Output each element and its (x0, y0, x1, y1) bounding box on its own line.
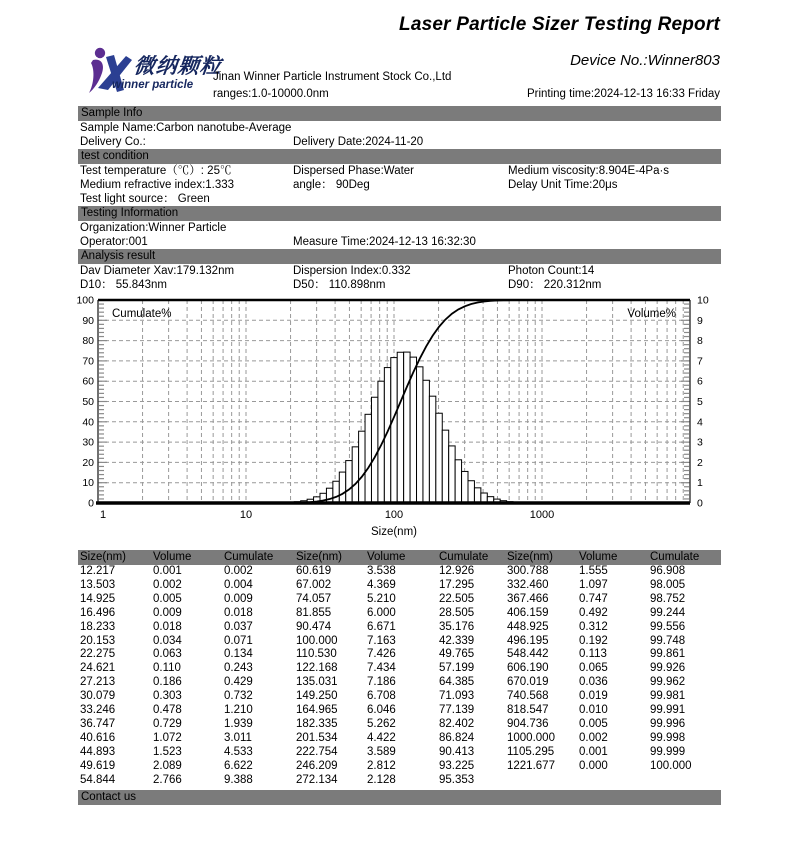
table-cell: 0.009 (153, 606, 182, 619)
table-cell: 71.093 (439, 690, 475, 703)
test-condition-row-3 (78, 192, 721, 206)
table-cell: 0.002 (224, 565, 253, 577)
section-bar-sample-info: Sample Info (78, 106, 721, 121)
table-cell: 0.492 (579, 606, 608, 619)
left-axis-title: Cumulate% (112, 308, 172, 320)
table-cell: 99.926 (650, 662, 686, 675)
sample-name: Sample Name:Carbon nanotube-Average (80, 122, 292, 134)
table-cell: 332.460 (507, 578, 549, 591)
table-cell: 0.429 (224, 676, 253, 689)
table-row (78, 648, 721, 662)
table-cell: 0.004 (224, 578, 253, 591)
table-cell: 448.925 (507, 620, 549, 633)
table-cell: 64.385 (439, 676, 475, 689)
table-cell: 0.110 (153, 662, 181, 675)
organization: Organization:Winner Particle (80, 222, 227, 234)
sample-name-row (78, 121, 721, 135)
delivery-date: Delivery Date:2024-11-20 (293, 136, 424, 148)
test-condition-row-2 (78, 178, 721, 192)
table-cell: 77.139 (439, 704, 475, 717)
table-cell: 182.335 (296, 717, 338, 730)
printing-time: Printing time:2024-12-13 16:33 Friday (526, 88, 720, 100)
table-cell: 0.186 (153, 676, 182, 689)
table-cell: 99.962 (650, 676, 686, 689)
table-cell: 1.072 (153, 731, 182, 744)
table-cell: 0.002 (153, 578, 182, 591)
svg-text:100: 100 (76, 294, 94, 307)
table-cell: 0.000 (579, 759, 608, 772)
table-cell: 99.996 (650, 717, 686, 730)
table-cell: Cumulate (650, 551, 700, 563)
table-cell: 28.505 (439, 606, 475, 619)
svg-text:10: 10 (697, 294, 709, 307)
svg-text:50: 50 (82, 396, 94, 408)
table-cell (577, 774, 648, 788)
dispersed-phase: Dispersed Phase:Water (293, 165, 415, 177)
table-cell: 0.005 (153, 592, 182, 605)
table-cell: 0.243 (224, 662, 253, 675)
table-cell: 81.855 (296, 606, 332, 619)
measure-time: Measure Time:2024-12-13 16:32:30 (293, 236, 476, 248)
table-cell: 6.000 (367, 606, 396, 619)
table-cell: Cumulate (439, 551, 489, 563)
table-row (78, 732, 721, 746)
x-axis-title: Size(nm) (370, 526, 418, 538)
table-cell: 36.747 (80, 717, 116, 730)
table-cell: 14.925 (80, 592, 116, 605)
table-cell: 0.010 (579, 704, 608, 717)
table-cell: 0.747 (579, 592, 608, 605)
table-cell: 406.159 (507, 606, 549, 619)
table-cell: 22.275 (80, 648, 116, 661)
table-cell: 7.186 (367, 676, 396, 689)
svg-text:10: 10 (239, 509, 253, 521)
table-cell: 1000.000 (507, 731, 555, 744)
delay-unit-time: Delay Unit Time:20μs (508, 179, 618, 191)
analysis-row-2 (78, 278, 721, 292)
test-condition-row-1 (78, 164, 721, 178)
table-cell: 16.496 (80, 606, 116, 619)
table-cell: 0.071 (224, 634, 253, 647)
table-cell: 0.729 (153, 717, 182, 730)
svg-text:40: 40 (82, 416, 94, 429)
organization-row (78, 221, 721, 235)
table-cell (648, 774, 721, 788)
table-cell: 86.824 (439, 731, 475, 744)
table-cell: 5.262 (367, 717, 396, 730)
svg-text:0: 0 (88, 497, 94, 510)
table-cell: 149.250 (296, 690, 338, 703)
test-light-source: Test light source： Green (80, 193, 210, 205)
table-cell: 9.388 (224, 773, 253, 786)
table-cell: 40.616 (80, 731, 116, 744)
table-cell: 98.752 (650, 592, 686, 605)
table-cell: 13.503 (80, 578, 116, 591)
table-cell: 122.168 (296, 662, 338, 675)
section-bar-test-condition: test condition (78, 149, 721, 164)
table-cell: 164.965 (296, 704, 338, 717)
svg-text:3: 3 (697, 436, 703, 449)
table-cell: 60.619 (296, 565, 332, 577)
table-cell: Volume (579, 551, 618, 563)
table-cell: 0.312 (579, 620, 608, 633)
table-cell: 99.556 (650, 620, 686, 633)
table-cell: 670.019 (507, 676, 549, 689)
svg-text:10: 10 (82, 477, 94, 490)
table-cell: 0.037 (224, 620, 253, 633)
table-cell: 99.748 (650, 634, 686, 647)
table-header-row (78, 550, 721, 565)
svg-text:60: 60 (82, 375, 94, 388)
d90-value: D90： 220.312nm (508, 279, 602, 291)
svg-text:30: 30 (82, 436, 94, 449)
table-cell: 3.589 (367, 745, 396, 758)
table-cell: 99.991 (650, 704, 686, 717)
table-cell: 272.134 (296, 773, 338, 786)
right-axis-title: Volume% (627, 308, 676, 320)
table-cell: 1.939 (224, 717, 253, 730)
logo-chinese-text: 微纳颗粒 (132, 55, 224, 78)
svg-text:1: 1 (100, 509, 107, 521)
svg-text:9: 9 (697, 314, 703, 327)
table-cell: 548.442 (507, 648, 549, 661)
table-cell: 0.036 (579, 676, 608, 689)
table-cell: 7.426 (367, 648, 396, 661)
table-cell: 0.034 (153, 634, 182, 647)
table-cell: 1221.677 (507, 759, 555, 772)
table-cell: 4.533 (224, 745, 253, 758)
table-row (78, 662, 721, 676)
table-cell: 12.926 (439, 565, 475, 577)
table-row (78, 704, 721, 718)
table-row (78, 718, 721, 732)
table-cell: 110.530 (296, 648, 337, 661)
table-cell: 0.018 (224, 606, 253, 619)
table-cell: 95.353 (439, 773, 475, 786)
table-cell: 5.210 (367, 592, 396, 605)
table-cell: 49.765 (439, 648, 475, 661)
table-cell: Size(nm) (80, 551, 127, 563)
table-cell: 1.555 (579, 565, 608, 577)
table-cell: 0.134 (224, 648, 253, 661)
svg-text:4: 4 (697, 416, 703, 429)
table-cell (505, 774, 577, 788)
dispersion-index: Dispersion Index:0.332 (293, 265, 411, 277)
table-row (78, 635, 721, 649)
table-cell: 2.812 (367, 759, 396, 772)
particle-size-distribution-chart (74, 292, 724, 539)
table-cell: 27.213 (80, 676, 116, 689)
table-cell: 0.019 (579, 690, 608, 703)
table-row (78, 690, 721, 704)
table-cell: 135.031 (296, 676, 338, 689)
table-cell: 6.622 (224, 759, 253, 772)
table-cell: 2.128 (367, 773, 396, 786)
table-cell: 740.568 (507, 690, 549, 703)
table-row (78, 774, 721, 788)
svg-text:8: 8 (697, 335, 703, 348)
table-row (78, 607, 721, 621)
table-cell: 1.097 (579, 578, 608, 591)
table-cell: 100.000 (296, 634, 338, 647)
table-cell: 0.478 (153, 704, 182, 717)
svg-text:20: 20 (82, 456, 94, 469)
table-cell: 0.113 (579, 648, 607, 661)
test-temperature: Test temperature（℃）: 25℃ (80, 165, 232, 177)
table-cell: 20.153 (80, 634, 116, 647)
volume-bars (256, 352, 552, 503)
section-bar-testing-information: Testing Information (78, 206, 721, 221)
table-cell: 300.788 (507, 565, 549, 577)
table-cell: 606.190 (507, 662, 549, 675)
table-cell: 904.736 (507, 717, 549, 730)
operator: Operator:001 (80, 236, 148, 248)
table-cell: 7.434 (367, 662, 396, 675)
table-cell: 367.466 (507, 592, 549, 605)
table-cell: 42.339 (439, 634, 475, 647)
table-cell: 0.063 (153, 648, 182, 661)
table-cell: 3.538 (367, 565, 396, 577)
table-cell: 0.001 (579, 745, 608, 758)
table-cell: 201.534 (296, 731, 338, 744)
svg-text:5: 5 (697, 396, 703, 408)
table-cell: 2.766 (153, 773, 182, 786)
svg-text:90: 90 (82, 314, 94, 327)
table-cell: 1105.295 (507, 745, 555, 758)
table-row (78, 676, 721, 690)
table-cell: 818.547 (507, 704, 549, 717)
table-cell: 2.089 (153, 759, 182, 772)
d50-value: D50： 110.898nm (293, 279, 386, 291)
table-cell: 246.209 (296, 759, 338, 772)
table-cell: 4.369 (367, 578, 396, 591)
table-cell: Volume (367, 551, 406, 563)
table-cell: 96.908 (650, 565, 686, 577)
table-cell: 57.199 (439, 662, 475, 675)
svg-text:80: 80 (82, 335, 94, 348)
table-cell: 99.998 (650, 731, 686, 744)
svg-text:7: 7 (697, 355, 703, 368)
table-cell: 0.009 (224, 592, 253, 605)
table-cell: 0.732 (224, 690, 253, 703)
d10-value: D10： 55.843nm (80, 279, 167, 291)
device-number: Device No.:Winner803 (570, 52, 720, 69)
table-cell: 0.005 (579, 717, 608, 730)
section-bar-contact-us: Contact us (78, 790, 721, 805)
table-cell: 100.000 (650, 759, 692, 772)
table-cell: 0.002 (579, 731, 608, 744)
svg-text:1000: 1000 (529, 509, 555, 521)
company-name: Jinan Winner Particle Instrument Stock Co.,Ltd (213, 71, 452, 83)
delivery-row (78, 135, 721, 149)
table-cell: 222.754 (296, 745, 338, 758)
table-cell: 99.981 (650, 690, 686, 703)
table-row (78, 593, 721, 607)
table-cell: 67.002 (296, 578, 332, 591)
dav-diameter: Dav Diameter Xav:179.132nm (80, 265, 235, 277)
delivery-co: Delivery Co.: (80, 136, 146, 148)
operator-row (78, 235, 721, 249)
table-cell: 6.671 (367, 620, 396, 633)
medium-refractive-index: Medium refractive index:1.333 (80, 179, 235, 191)
table-row (78, 579, 721, 593)
table-cell: 35.176 (439, 620, 475, 633)
table-row (78, 621, 721, 635)
table-cell: 24.621 (80, 662, 116, 675)
table-row (78, 746, 721, 760)
table-cell: 90.474 (296, 620, 332, 633)
table-cell: 496.195 (507, 634, 549, 647)
table-cell: 4.422 (367, 731, 396, 744)
section-bar-analysis-result: Analysis result (78, 249, 721, 264)
table-cell: 6.046 (367, 704, 396, 717)
table-cell: 99.999 (650, 745, 686, 758)
photon-count: Photon Count:14 (508, 265, 595, 277)
measure-range: ranges:1.0-10000.0nm (213, 88, 329, 100)
table-cell: 22.505 (439, 592, 475, 605)
table-cell: 0.018 (153, 620, 182, 633)
table-cell: 0.001 (153, 565, 182, 577)
table-cell: Size(nm) (296, 551, 343, 563)
table-cell: 99.861 (650, 648, 686, 661)
svg-text:100: 100 (384, 509, 404, 521)
table-cell: 93.225 (439, 759, 475, 772)
scatter-angle: angle： 90Deg (293, 179, 370, 191)
table-cell: 99.244 (650, 606, 686, 619)
analysis-row-1 (78, 264, 721, 278)
table-cell: 90.413 (439, 745, 475, 758)
particle-size-table (78, 565, 721, 788)
table-cell: 7.163 (367, 634, 396, 647)
table-cell: 1.210 (224, 704, 253, 717)
table-cell: 12.217 (80, 565, 116, 577)
table-cell: 1.523 (153, 745, 182, 758)
table-row (78, 565, 721, 579)
table-cell: 54.844 (80, 773, 116, 786)
table-cell: 0.303 (153, 690, 182, 703)
table-cell: 30.079 (80, 690, 116, 703)
table-cell: 33.246 (80, 704, 116, 717)
logo-english-text: winner particle (112, 79, 194, 91)
report-content (78, 106, 721, 805)
table-cell: 3.011 (224, 731, 252, 744)
table-cell: 98.005 (650, 578, 686, 591)
table-cell: 49.619 (80, 759, 116, 772)
table-cell: 82.402 (439, 717, 475, 730)
table-cell: Size(nm) (507, 551, 554, 563)
table-cell: 6.708 (367, 690, 396, 703)
table-cell: 18.233 (80, 620, 116, 633)
svg-text:1: 1 (697, 477, 703, 490)
table-cell: 0.192 (579, 634, 608, 647)
medium-viscosity: Medium viscosity:8.904E-4Pa·s (508, 165, 670, 177)
svg-text:70: 70 (82, 355, 94, 368)
table-cell: 17.295 (439, 578, 475, 591)
table-row (78, 760, 721, 774)
table-cell: Cumulate (224, 551, 274, 563)
svg-text:2: 2 (697, 456, 703, 469)
table-cell: 44.893 (80, 745, 116, 758)
table-cell: Volume (153, 551, 192, 563)
table-cell: 0.065 (579, 662, 608, 675)
table-cell: 74.057 (296, 592, 332, 605)
report-title: Laser Particle Sizer Testing Report (399, 14, 720, 35)
svg-text:6: 6 (697, 375, 703, 388)
svg-text:0: 0 (697, 497, 703, 510)
